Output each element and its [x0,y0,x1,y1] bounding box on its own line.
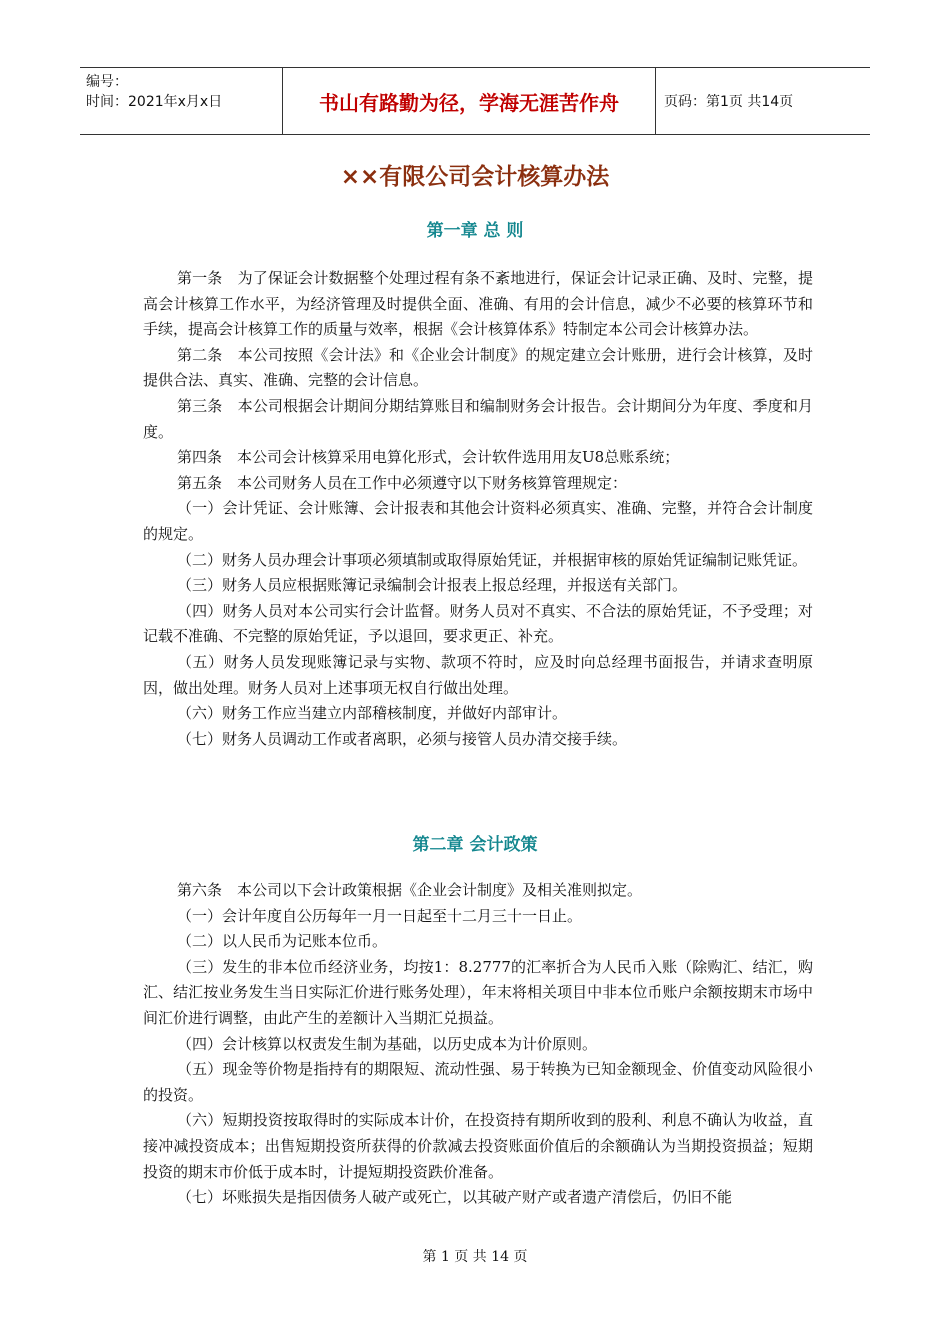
chapter-heading: 第二章 会计政策 [412,835,538,855]
clause-paragraph: （七）财务人员调动工作或者离职，必须与接管人员办清交接手续。 [177,729,628,748]
clause-paragraph: （三）财务人员应根据账簿记录编制会计报表上报总经理，并报送有关部门。 [177,576,688,595]
motto-text: 书山有路勤为径，学海无涯苦作舟 [319,90,619,115]
clause-paragraph: （四）财务人员对本公司实行会计监督。财务人员对不真实、不合法的原始凭证，不予受理；对记载不准确、不完整的原始凭证，予以退回，要求更正、补充。 [143,601,813,646]
clause-paragraph: （四）会计核算以权责发生制为基础，以历史成本为计价原则。 [177,1034,598,1053]
clause-paragraph: （七）坏账损失是指因债务人破产或死亡，以其破产财产或者遗产清偿后，仍旧不能 [177,1188,733,1207]
page-info: 页码：第1页 共14页 [664,94,794,110]
clause-paragraph: （五）财务人员发现账簿记录与实物、款项不符时，应及时向总经理书面报告，并请求查明原因，做出处理。财务人员对上述事项无权自行做出处理。 [143,652,813,697]
chapter-1-body [143,266,813,752]
header-motto-cell [282,68,656,134]
clause-paragraph: （一）会计凭证、会计账簿、会计报表和其他会计资料必须真实、准确、完整，并符合会计制度的规定。 [143,499,813,543]
chapter-2-body [143,878,813,1211]
clause-paragraph: （六）财务工作应当建立内部稽核制度，并做好内部审计。 [177,704,568,723]
article-paragraph: 第五条 本公司财务人员在工作中必须遵守以下财务核算管理规定： [177,473,628,492]
article-paragraph: 第三条 本公司根据会计期间分期结算账目和编制财务会计报告。会计期间分为年度、季度和月度。 [143,396,813,441]
header-meta [80,68,282,134]
article-paragraph: 第六条 本公司以下会计政策根据《企业会计制度》及相关准则拟定。 [177,881,643,899]
document-title: ××有限公司会计核算办法 [340,164,610,190]
clause-paragraph: （三）发生的非本位币经济业务，均按1：8.2777的汇率折合为人民币入账（除购汇、结汇，购汇、结汇按业务发生当日实际汇价进行账务处理），年末将相关项目中非本位币账户余额按期末市场中间汇价进行调整，由此产生的差额计入当期汇兑损益。 [143,957,813,1027]
clause-paragraph: （五）现金等价物是指持有的期限短、流动性强、易于转换为已知金额现金、价值变动风险很小的投资。 [143,1060,813,1104]
document-header [80,67,870,135]
clause-paragraph: （六）短期投资按取得时的实际成本计价，在投资持有期所收到的股利、利息不确认为收益，直接冲减投资成本；出售短期投资所获得的价款减去投资账面价值后的余额确认为当期投资损益；短期投资的期末市价低于成本时，计提短期投资跌价准备。 [143,1111,813,1181]
article-paragraph: 第四条 本公司会计核算采用电算化形式，会计软件选用用友U8总账系统； [177,448,680,467]
page-footer: 第 1 页 共 14 页 [422,1249,528,1265]
chapter-heading: 第一章 总 则 [426,221,524,241]
clause-paragraph: （二）财务人员办理会计事项必须填制或取得原始凭证，并根据审核的原始凭证编制记账凭证。 [177,550,808,569]
number-label: 编号： [86,74,128,90]
time-label: 时间：2021年x月x日 [86,94,223,110]
clause-paragraph: （一）会计年度自公历每年一月一日起至十二月三十一日止。 [177,906,583,925]
article-paragraph: 第一条 为了保证会计数据整个处理过程有条不紊地进行，保证会计记录正确、及时、完整，提高会计核算工作水平，为经济管理及时提供全面、准确、有用的会计信息，减少不必要的核算环节和手续，提高会计核算工作的质量与效率，根据《会计核算体系》特制定本公司会计核算办法。 [143,269,813,339]
article-paragraph: 第二条 本公司按照《会计法》和《企业会计制度》的规定建立会计账册，进行会计核算，及时提供合法、真实、准确、完整的会计信息。 [143,345,813,390]
clause-paragraph: （二）以人民币为记账本位币。 [177,932,388,951]
